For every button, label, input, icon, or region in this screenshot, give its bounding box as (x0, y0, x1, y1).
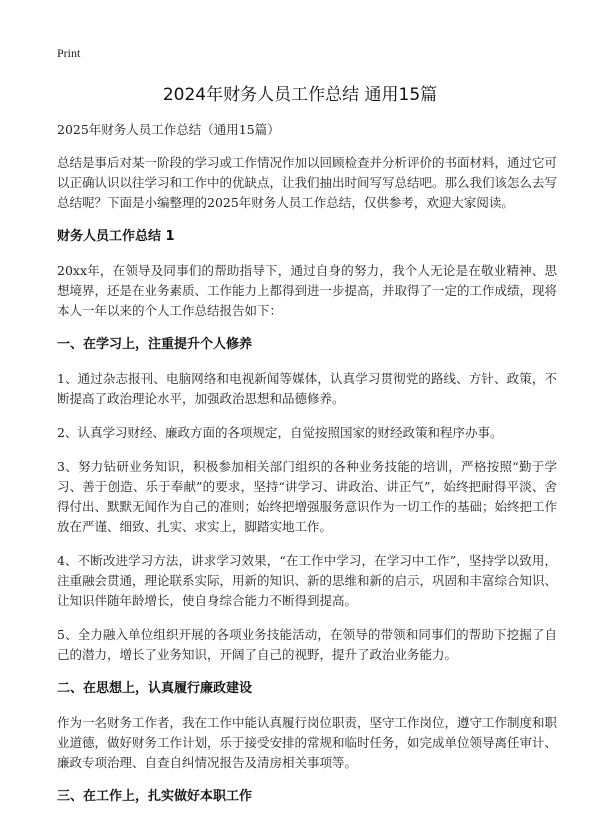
list-item: 5、全力融入单位组织开展的各项业务技能活动，在领导的带领和同事们的帮助下挖掘了自己的潜力，增长了业务知识，开阔了自己的视野，提升了政治业务能力。 (57, 627, 557, 662)
part-paragraph: 作为一名财务工作者，我在工作中能认真履行岗位职责，坚守工作岗位，遵守工作制度和职业道德，做好财务工作计划，乐于接受安排的常规和临时任务，如完成单位领导离任审计、廉政专项治理、自查自纠情况报告及清房相关事项等。 (57, 715, 558, 770)
part-heading: 二、在思想上，认真履行廉政建设 (57, 681, 253, 696)
intro-paragraph: 总结是事后对某一阶段的学习或工作情况作加以回顾检查并分析评价的书面材料，通过它可以正确认识以往学习和工作中的优缺点，让我们抽出时间写写总结吧。那么我们该怎么去写总结呢？下面是小编整理的2025年财务人员工作总结，仅供参考，欢迎大家阅读。 (57, 155, 558, 210)
section-intro-paragraph: 20xx年，在领导及同事们的帮助指导下，通过自身的努力，我个人无论是在敬业精神、思想境界，还是在业务素质、工作能力上都得到进一步提高，并取得了一定的工作成绩，现将本人一年以来的个人工作总结报告如下： (57, 263, 558, 318)
section-title: 财务人员工作总结 1 (57, 229, 175, 244)
list-item: 4、不断改进学习方法，讲求学习效果，“在工作中学习，在学习中工作”，坚持学以致用，注重融会贯通，理论联系实际，用新的知识、新的思维和新的启示，巩固和丰富综合知识、让知识伴随年龄增长，使自身综合能力不断得到提高。 (57, 553, 558, 608)
document-body (57, 120, 557, 821)
list-item: 2、认真学习财经、廉政方面的各项规定，自觉按照国家的财经政策和程序办事。 (57, 425, 503, 440)
list-item: 1、通过杂志报刊、电脑网络和电视新闻等媒体，认真学习贯彻党的路线、方针、政策，不断提高了政治理论水平，加强政治思想和品德修养。 (57, 371, 557, 406)
document-subtitle: 2025年财务人员工作总结（通用15篇） (57, 122, 280, 137)
part-heading: 三、在工作上，扎实做好本职工作 (57, 789, 253, 804)
page-title: 2024年财务人员工作总结 通用15篇 (162, 85, 438, 105)
part-heading: 一、在学习上，注重提升个人修养 (57, 337, 253, 352)
print-link[interactable]: Print (57, 46, 81, 60)
list-item: 3、努力钻研业务知识，积极参加相关部门组织的各种业务技能的培训，严格按照“勤于学习、善于创造、乐于奉献”的要求，坚持“讲学习、讲政治、讲正气”，始终把耐得平淡、舍得付出、默默无闻作为自己的准则；始终把增强服务意识作为一切工作的基础；始终把工作放在严谨、细致、扎实、求实上，脚踏实地工作。 (57, 459, 558, 534)
